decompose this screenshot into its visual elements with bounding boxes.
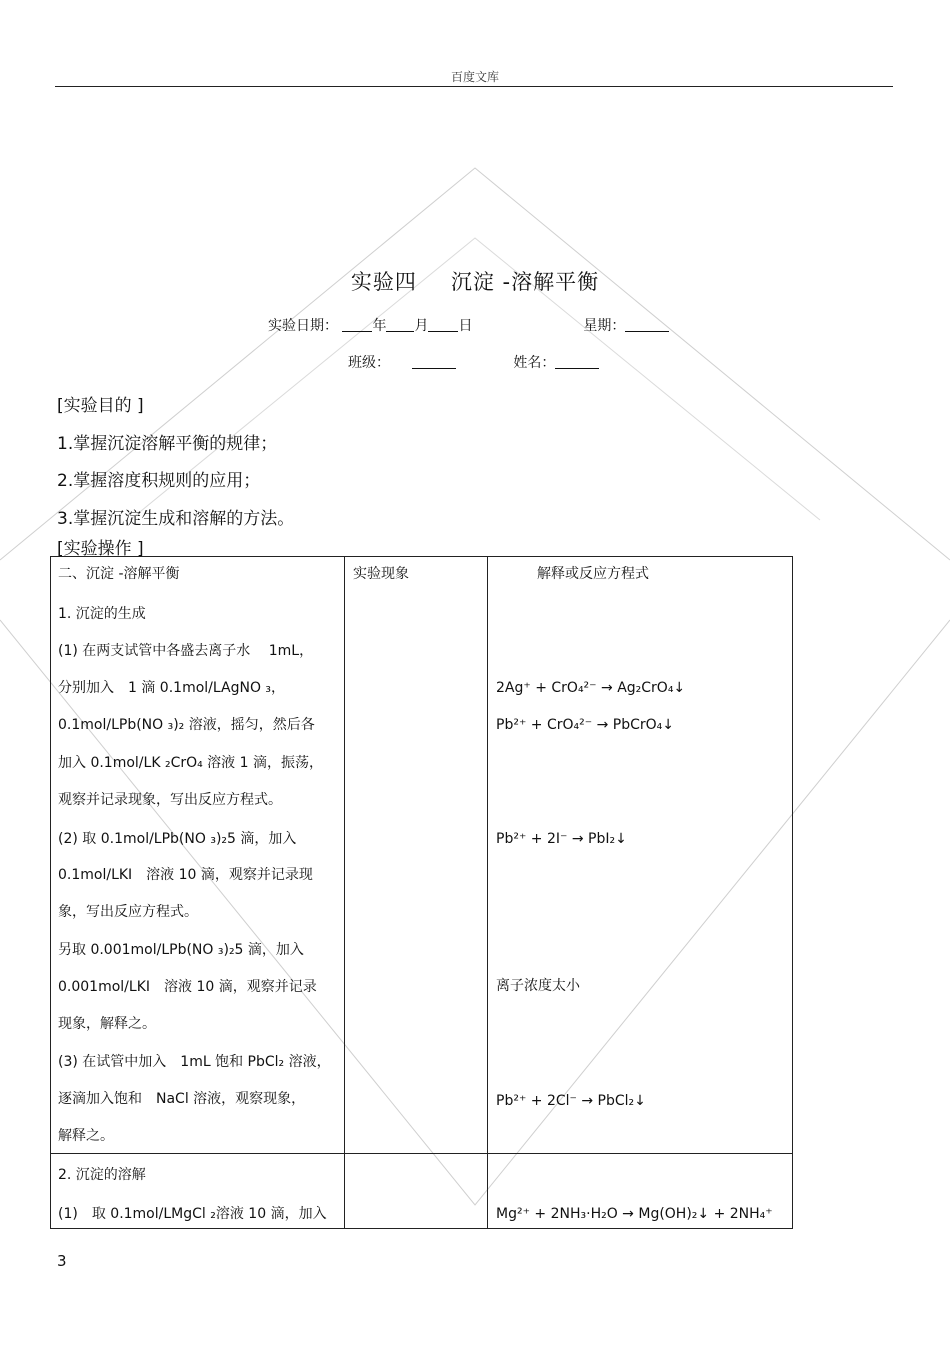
equation-line: 离子浓度太小 [496, 978, 580, 994]
header-rule [55, 86, 893, 87]
section2-row [51, 1154, 793, 1229]
year-blank[interactable] [342, 317, 372, 332]
date-line [268, 315, 669, 335]
procedure-line: 0.001mol/LKI 溶液 10 滴，观察并记录 [58, 979, 317, 995]
title-part2: 沉淀 -溶解平衡 [450, 270, 600, 294]
phenomenon-cell[interactable] [345, 1154, 488, 1229]
procedure-cell [51, 1154, 345, 1229]
title-part1: 实验四 [350, 270, 417, 294]
equation-cell [488, 557, 793, 1154]
equation-line: Pb²⁺ + 2I⁻ → PbI₂↓ [496, 831, 627, 847]
page-number: 3 [57, 1252, 67, 1270]
procedure-cell [51, 557, 345, 1154]
equation-line: Pb²⁺ + CrO₄²⁻ → PbCrO₄↓ [496, 717, 674, 733]
procedure-line: 2. 沉淀的溶解 [58, 1167, 146, 1183]
class-name-line [348, 352, 599, 372]
procedure-line: 加入 0.1mol/LK ₂CrO₄ 溶液 1 滴，振荡， [58, 755, 323, 771]
day-blank[interactable] [428, 317, 458, 332]
procedure-line: 分别加入 1 滴 0.1mol/LAgNO ₃， [58, 680, 286, 696]
header-equation: 解释或反应方程式 [537, 566, 649, 582]
name-label: 姓名： [513, 355, 556, 371]
procedure-line: 现象，解释之。 [58, 1016, 156, 1032]
class-label: 班级： [348, 355, 390, 371]
header-phenomenon: 实验现象 [353, 566, 409, 582]
page-title [0, 266, 950, 296]
date-label: 实验日期： [268, 318, 338, 334]
equation-cell [488, 1154, 793, 1229]
procedure-line: 解释之。 [58, 1128, 114, 1144]
name-blank[interactable] [555, 354, 599, 369]
year-label: 年 [372, 318, 387, 334]
procedure-line: 0.1mol/LPb(NO ₃)₂ 溶液，摇匀，然后各 [58, 717, 315, 733]
procedure-line: 观察并记录现象，写出反应方程式。 [58, 792, 282, 808]
purpose-item-2: 2.掌握溶度积规则的应用； [57, 471, 261, 491]
purpose-item-1: 1.掌握沉淀溶解平衡的规律； [57, 434, 278, 454]
equation-line: 2Ag⁺ + CrO₄²⁻ → Ag₂CrO₄↓ [496, 680, 686, 696]
procedure-line: 0.1mol/LKI 溶液 10 滴，观察并记录现 [58, 867, 313, 883]
month-label: 月 [414, 318, 429, 334]
procedure-line: (1) 在两支试管中各盛去离子水 1mL， [58, 643, 314, 659]
section1-row [51, 557, 793, 1154]
header-brand: 百度文库 [450, 70, 499, 84]
purpose-heading: [实验目的 ] [57, 396, 144, 416]
operation-heading: [实验操作 ] [57, 539, 144, 559]
month-blank[interactable] [386, 317, 414, 332]
day-label: 日 [458, 318, 473, 334]
phenomenon-cell[interactable] [345, 557, 488, 1154]
class-blank[interactable] [412, 354, 456, 369]
equation-line: Pb²⁺ + 2Cl⁻ → PbCl₂↓ [496, 1093, 646, 1109]
experiment-table [50, 556, 793, 1229]
procedure-line: 逐滴加入饱和 NaCl 溶液，观察现象， [58, 1091, 306, 1107]
week-label: 星期： [583, 318, 626, 334]
procedure-line: 另取 0.001mol/LPb(NO ₃)₂5 滴，加入 [58, 942, 304, 958]
procedure-line: (1) 取 0.1mol/LMgCl ₂溶液 10 滴，加入 [58, 1206, 327, 1222]
procedure-line: 象，写出反应方程式。 [58, 904, 198, 920]
purpose-item-3: 3.掌握沉淀生成和溶解的方法。 [57, 509, 295, 529]
equation-line: Mg²⁺ + 2NH₃·H₂O → Mg(OH)₂↓ + 2NH₄⁺ [496, 1206, 773, 1222]
procedure-line: (2) 取 0.1mol/LPb(NO ₃)₂5 滴，加入 [58, 831, 297, 847]
procedure-line: 1. 沉淀的生成 [58, 606, 146, 622]
header-procedure: 二、沉淀 -溶解平衡 [58, 566, 180, 582]
procedure-line: (3) 在试管中加入 1mL 饱和 PbCl₂ 溶液， [58, 1054, 331, 1070]
week-blank[interactable] [625, 317, 669, 332]
